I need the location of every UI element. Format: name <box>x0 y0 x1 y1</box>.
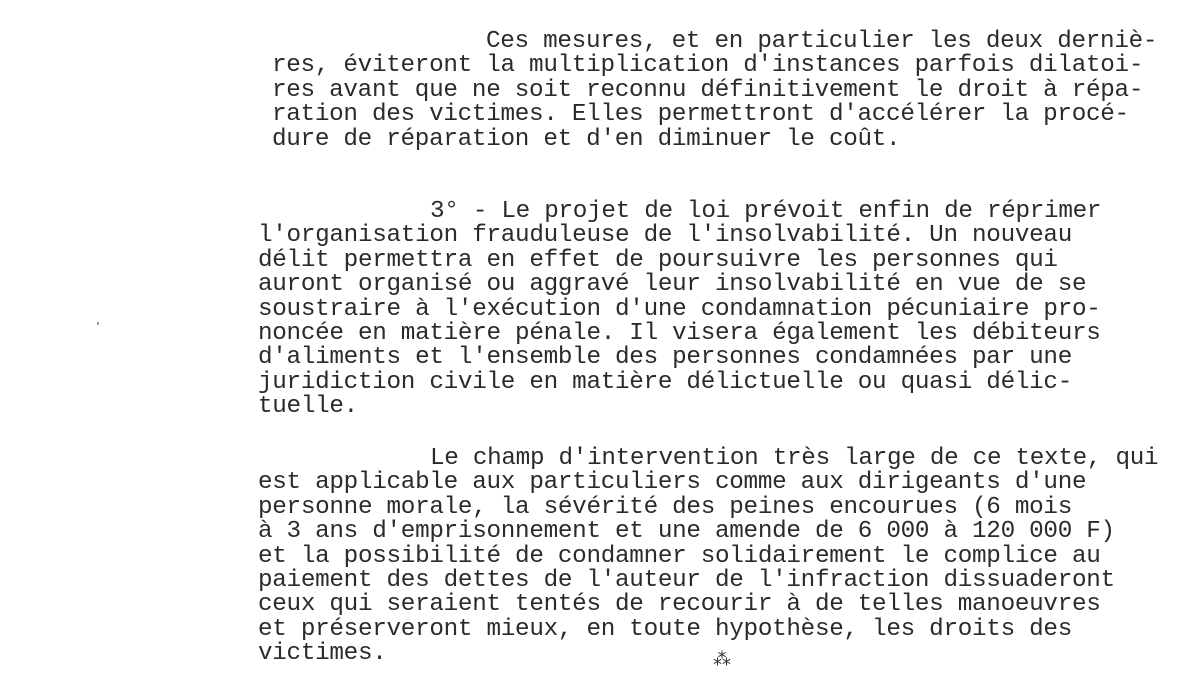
text-line: juridiction civile en matière délictuelle ou quasi délic- <box>258 368 1072 396</box>
text-line: res, éviteront la multiplication d'instances parfois dilatoi- <box>272 52 1144 80</box>
text-line: personne morale, la sévérité des peines encourues (6 mois <box>258 493 1072 521</box>
text-line: victimes. <box>258 640 387 668</box>
paragraph-3 <box>258 447 1158 667</box>
asterism-end-mark: ⁂ <box>713 649 731 670</box>
text-line: auront organisé ou aggravé leur insolvabilité en vue de se <box>258 271 1087 299</box>
text-line: l'organisation frauduleuse de l'insolvabilité. Un nouveau <box>258 222 1072 250</box>
text-line: Le champ d'intervention très large de ce texte, qui <box>430 445 1159 472</box>
text-line: paiement des dettes de l'auteur de l'infraction dissuaderont <box>258 566 1115 594</box>
text-line: noncée en matière pénale. Il visera également les débiteurs <box>258 319 1101 347</box>
text-line: res avant que ne soit reconnu définitivement le droit à répa- <box>272 76 1144 104</box>
text-line: Ces mesures, et en particulier les deux derniè- <box>486 28 1158 55</box>
scan-speck <box>97 322 99 325</box>
text-line: à 3 ans d'emprisonnement et une amende de 6 000 à 120 000 F) <box>258 518 1115 546</box>
text-line: soustraire à l'exécution d'une condamnation pécuniaire pro- <box>258 295 1101 323</box>
text-line: délit permettra en effet de poursuivre les personnes qui <box>258 246 1058 274</box>
text-line: et la possibilité de condamner solidairement le complice au <box>258 542 1101 570</box>
paragraph-2 <box>258 200 1101 420</box>
text-line: d'aliments et l'ensemble des personnes condamnées par une <box>258 344 1072 372</box>
text-line: 3° - Le projet de loi prévoit enfin de réprimer <box>430 198 1102 225</box>
text-line: est applicable aux particuliers comme aux dirigeants d'une <box>258 469 1087 497</box>
text-line: tuelle. <box>258 393 358 421</box>
text-line: ceux qui seraient tentés de recourir à de telles manoeuvres <box>258 591 1101 619</box>
paragraph-1 <box>272 30 1157 152</box>
text-line: et préserveront mieux, en toute hypothèse, les droits des <box>258 615 1072 643</box>
text-line: ration des victimes. Elles permettront d'accélérer la procé- <box>272 101 1129 129</box>
text-line: dure de réparation et d'en diminuer le coût. <box>272 125 901 153</box>
